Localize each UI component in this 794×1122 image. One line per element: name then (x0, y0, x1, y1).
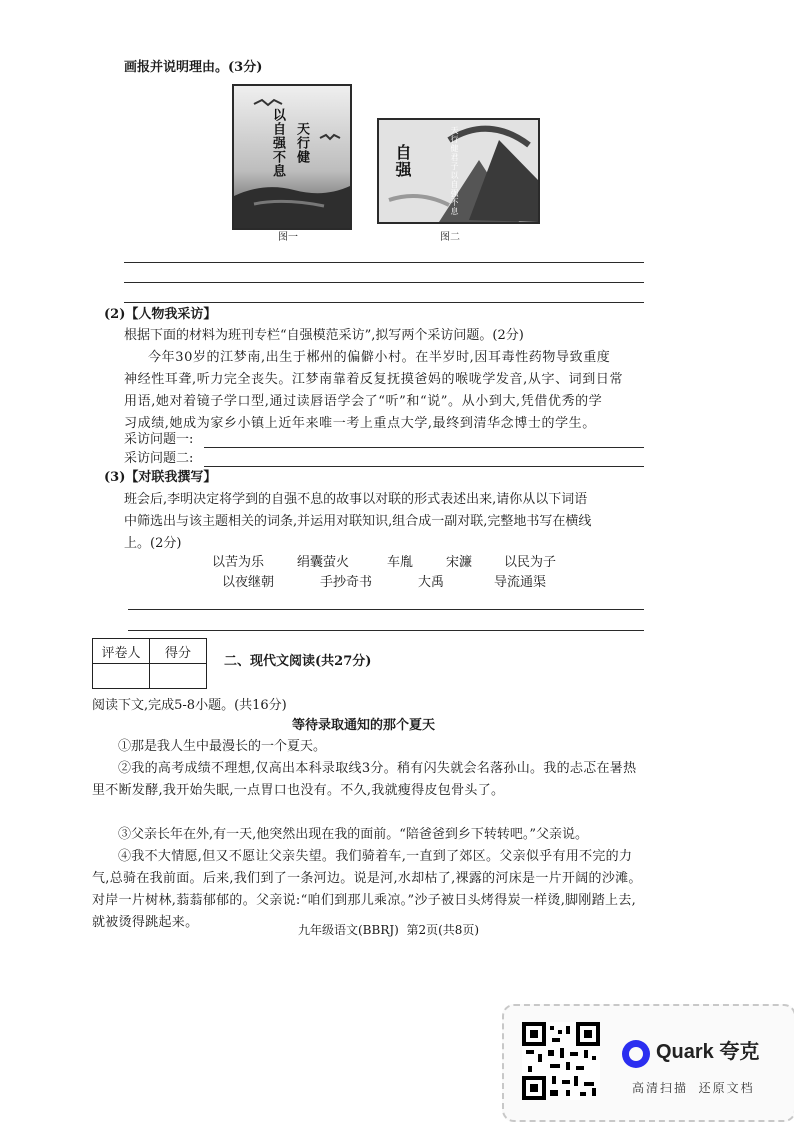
interview-question-1-label: 采访问题一: (124, 432, 194, 447)
quark-logo-icon (622, 1040, 650, 1068)
reading-paragraph: ①那是我人生中最漫长的一个夏天。 (118, 739, 327, 754)
poster2-text-small: 天行健君子以自强不息 (450, 126, 459, 216)
poster1-caption: 图一 (278, 232, 298, 243)
word-option: 导流通渠 (494, 575, 547, 590)
reading-paragraph: ②我的高考成绩不理想,仅高出本科录取线3分。稍有闪失就会名落孙山。我的忐忑在暑热里不断发酵,我开始失眠,一点胃口也没有。不久,我就瘦得皮包骨头了。 (92, 761, 637, 798)
word-option: 车胤 (387, 555, 414, 570)
word-option: 手抄奇书 (320, 575, 373, 590)
reading-paragraph: ④我不大情愿,但又不愿让父亲失望。我们骑着车,一直到了郊区。父亲似乎有用不完的力气,总骑在我前面。后来,我们到了一条河边。说是河,水却枯了,裸露的河床是一片开阔的沙滩。对岸一片树林,蓊蓊郁郁的。父亲说:“咱们到那儿乘凉。”沙子被日头烤得炭一样烫,脚刚踏上去,就被烫得跳起来。 (92, 849, 642, 930)
q2-material-line: 习成绩,她成为家乡小镇上近年来唯一考上重点大学,最终到清华念博士的学生。 (124, 416, 596, 431)
answer-line (124, 302, 644, 303)
score-box-score-header: 得分 (150, 639, 207, 664)
score-box-score-cell[interactable] (150, 664, 207, 689)
reading-paragraph: ③父亲长年在外,有一天,他突然出现在我的面前。“陪爸爸到乡下转转吧。”父亲说。 (118, 827, 589, 842)
quark-tagline: 高清扫描 还原文档 (632, 1081, 755, 1095)
word-option: 宋濂 (446, 555, 473, 570)
section2-title: 二、现代文阅读(共27分) (224, 654, 372, 669)
page-footer: 九年级语文(BBRJ) 第2页(共8页) (298, 923, 480, 937)
intro-line: 画报并说明理由。(3分) (124, 60, 263, 75)
reading-instruction: 阅读下文,完成5-8小题。(共16分) (92, 698, 287, 713)
couplet-answer-line[interactable] (128, 609, 644, 610)
poster2-text-main: 自强 (393, 144, 412, 178)
word-option: 大禹 (418, 575, 445, 590)
q3-instruction-line: 上。(2分) (124, 536, 182, 551)
q3-instruction-line: 班会后,李明决定将学到的自强不息的故事以对联的形式表述出来,请你从以下词语 (124, 492, 588, 507)
word-option: 以苦为乐 (212, 555, 265, 570)
poster1-text-left: 以自强不息 (270, 108, 285, 178)
interview-question-2-label: 采访问题二: (124, 451, 194, 466)
qr-code-image (522, 1022, 600, 1100)
q3-heading: (3)【对联我撰写】 (104, 470, 217, 485)
quark-watermark-panel (502, 1004, 794, 1122)
interview-question-1-line[interactable] (204, 447, 644, 448)
score-box (92, 638, 207, 689)
couplet-answer-line[interactable] (128, 630, 644, 631)
poster-image-1 (232, 84, 352, 230)
reading-title: 等待录取通知的那个夏天 (292, 718, 436, 733)
answer-line (124, 262, 644, 263)
q2-instruction: 根据下面的材料为班刊专栏“自强模范采访”,拟写两个采访问题。(2分) (124, 328, 524, 343)
q2-heading: (2)【人物我采访】 (104, 307, 217, 322)
q2-material-line: 用语,她对着镜子学口型,通过读唇语学会了“听”和“说”。从小到大,凭借优秀的学 (124, 394, 603, 409)
answer-line (124, 282, 644, 283)
word-option: 以夜继朝 (222, 575, 275, 590)
word-option: 以民为子 (504, 555, 557, 570)
score-box-grader-header: 评卷人 (93, 639, 150, 664)
word-option: 绢囊萤火 (297, 555, 350, 570)
poster2-caption: 图二 (440, 232, 460, 243)
poster1-text-right: 天行健 (294, 122, 309, 164)
q3-instruction-line: 中筛选出与该主题相关的词条,并运用对联知识,组合成一副对联,完整地书写在横线 (124, 514, 592, 529)
q2-material-line: 神经性耳聋,听力完全丧失。江梦南靠着反复抚摸爸妈的喉咙学发音,从字、词到日常 (124, 372, 624, 387)
poster-image-2 (377, 118, 540, 224)
q2-material-line: 今年30岁的江梦南,出生于郴州的偏僻小村。在半岁时,因耳毒性药物导致重度 (148, 350, 611, 365)
score-box-grader-cell[interactable] (93, 664, 150, 689)
interview-question-2-line[interactable] (204, 466, 644, 467)
quark-brand: Quark 夸克 (656, 1041, 760, 1063)
